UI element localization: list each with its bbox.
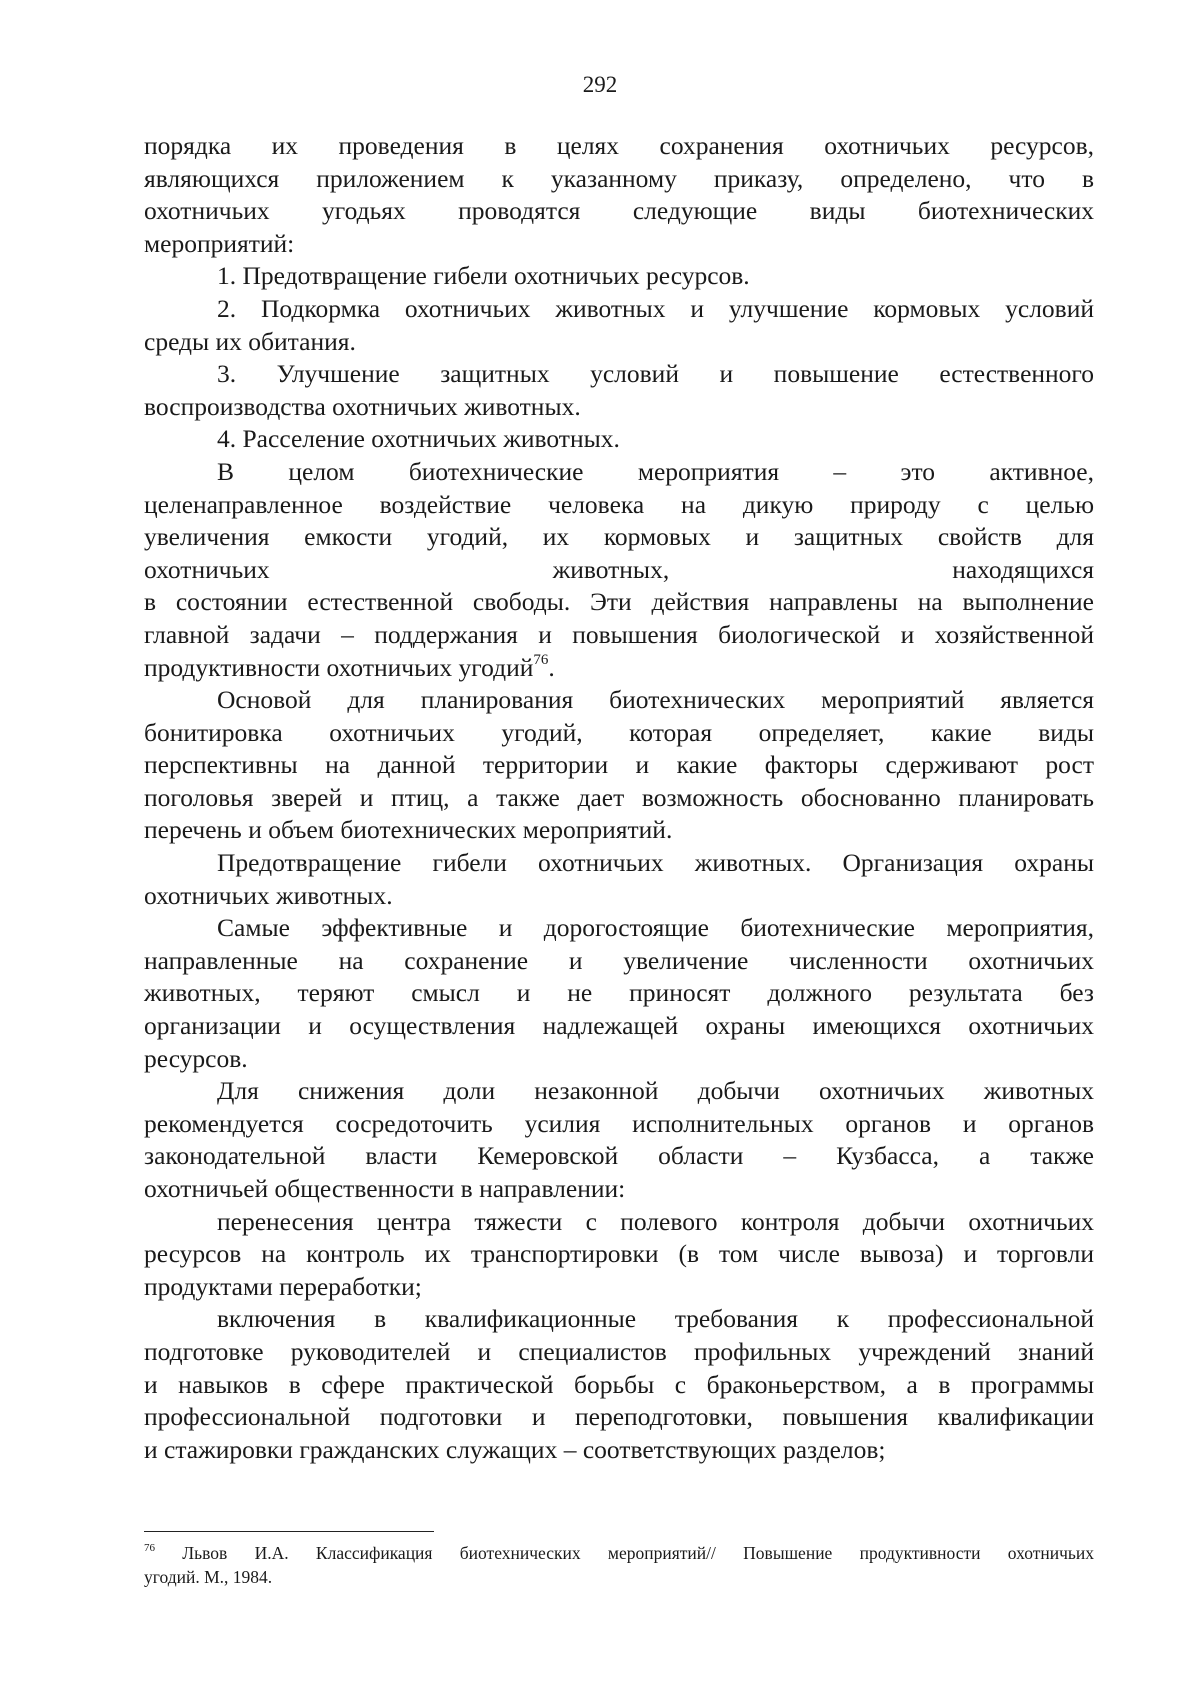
text-line: 3. Улучшение защитных условий и повышение естественного xyxy=(217,359,1094,389)
text-line: мероприятий: xyxy=(144,228,295,258)
text-line: являющихся приложением к указанному приказу, определено, что в xyxy=(144,163,1094,193)
text-line: среды их обитания. xyxy=(144,326,356,356)
footnote-line: угодий. М., 1984. xyxy=(144,1567,273,1587)
text-line: перечень и объем биотехнических мероприятий. xyxy=(144,815,673,845)
text-line: ресурсов. xyxy=(144,1043,248,1073)
text-line: охотничьих животных, находящихся xyxy=(144,554,1094,584)
paragraph-intro xyxy=(144,130,1094,260)
text-line: законодательной власти Кемеровской области – Кузбасса, а также xyxy=(144,1141,1094,1171)
text-fragment: продуктивности охотничьих угодий xyxy=(144,652,534,682)
paragraph-poaching-cont xyxy=(144,1108,1094,1206)
text-line: поголовья зверей и птиц, а также дает возможность обоснованно планировать xyxy=(144,782,1094,812)
paragraph-transport-control-cont xyxy=(144,1238,1094,1303)
text-line: целенаправленное воздействие человека на дикую природу с целью xyxy=(144,489,1094,519)
list-item-2 xyxy=(144,293,1094,326)
paragraph-planning-cont xyxy=(144,717,1094,847)
text-line: Для снижения доли незаконной добычи охотничьих животных xyxy=(217,1076,1094,1106)
paragraph-planning xyxy=(144,684,1094,717)
text-line: охотничьих животных. xyxy=(144,880,393,910)
footnote-line xyxy=(144,1541,1094,1565)
text-line: Предотвращение гибели охотничьих животных. Организация охраны xyxy=(217,848,1094,878)
text-line: перенесения центра тяжести с полевого контроля добычи охотничьих xyxy=(217,1206,1094,1236)
text-line: организации и осуществления надлежащей охраны имеющихся охотничьих xyxy=(144,1011,1094,1041)
text-line: В целом биотехнические мероприятия – это активное, xyxy=(217,456,1094,486)
text-line: увеличения емкости угодий, их кормовых и защитных свойств для xyxy=(144,522,1094,552)
paragraph-protection xyxy=(144,912,1094,945)
text-line: животных, теряют смысл и не приносят должного результата без xyxy=(144,978,1094,1008)
paragraph-biotech-definition xyxy=(144,456,1094,489)
text-line xyxy=(144,652,1094,685)
footnote-text: Львов И.А. Классификация биотехнических мероприятий// Повышение продуктивности охотничьих xyxy=(182,1543,1094,1563)
footnote-separator xyxy=(144,1531,434,1532)
list-item-1 xyxy=(144,260,1094,293)
page-number: 292 xyxy=(582,72,618,97)
text-line: продуктами переработки; xyxy=(144,1271,422,1301)
text-line: включения в квалификационные требования к профессиональной xyxy=(217,1304,1094,1334)
text-line: в состоянии естественной свободы. Эти действия направлены на выполнение xyxy=(144,587,1094,617)
paragraph-poaching xyxy=(144,1075,1094,1108)
footnote-marker: 76 xyxy=(144,1542,155,1555)
text-line: 1. Предотвращение гибели охотничьих ресурсов. xyxy=(217,261,750,291)
footnote-reference[interactable]: 76 xyxy=(533,652,549,668)
text-fragment: . xyxy=(548,652,555,682)
paragraph-transport-control xyxy=(144,1206,1094,1239)
text-line: порядка их проведения в целях сохранения охотничьих ресурсов, xyxy=(144,131,1094,160)
paragraph-qualification xyxy=(144,1303,1094,1336)
list-item-3-cont xyxy=(144,391,1094,424)
text-line: бонитировка охотничьих угодий, которая определяет, какие виды xyxy=(144,717,1094,747)
list-item-3 xyxy=(144,358,1094,391)
text-line: 4. Расселение охотничьих животных. xyxy=(217,424,620,454)
text-line: рекомендуется сосредоточить усилия исполнительных органов и органов xyxy=(144,1108,1094,1138)
text-line: охотничьей общественности в направлении: xyxy=(144,1174,626,1203)
footnote xyxy=(144,1541,1094,1589)
paragraph-protection-cont xyxy=(144,945,1094,1075)
paragraph-biotech-definition-cont xyxy=(144,489,1094,685)
text-line: направленные на сохранение и увеличение численности охотничьих xyxy=(144,945,1094,975)
paragraph-section-heading-cont xyxy=(144,880,1094,913)
list-item-4 xyxy=(144,423,1094,456)
paragraph-qualification-cont xyxy=(144,1336,1094,1466)
paragraph-section-heading xyxy=(144,847,1094,880)
body-text xyxy=(144,130,1094,1466)
list-item-2-cont xyxy=(144,326,1094,359)
text-line: Основой для планирования биотехнических мероприятий является xyxy=(217,685,1094,715)
text-line: перспективны на данной территории и какие факторы сдерживают рост xyxy=(144,750,1094,780)
text-line: воспроизводства охотничьих животных. xyxy=(144,391,581,421)
text-line: 2. Подкормка охотничьих животных и улучшение кормовых условий xyxy=(217,293,1094,323)
text-line: профессиональной подготовки и переподготовки, повышения квалификации xyxy=(144,1402,1094,1432)
text-line: главной задачи – поддержания и повышения биологической и хозяйственной xyxy=(144,619,1094,649)
text-line: Самые эффективные и дорогостоящие биотехнические мероприятия, xyxy=(217,913,1094,943)
text-line: подготовке руководителей и специалистов профильных учреждений знаний xyxy=(144,1336,1094,1366)
text-line: и стажировки гражданских служащих – соответствующих разделов; xyxy=(144,1434,886,1464)
text-line: охотничьих угодьях проводятся следующие виды биотехнических xyxy=(144,196,1094,226)
text-line: ресурсов на контроль их транспортировки (в том числе вывоза) и торговли xyxy=(144,1239,1094,1269)
text-line: и навыков в сфере практической борьбы с браконьерством, а в программы xyxy=(144,1369,1094,1399)
